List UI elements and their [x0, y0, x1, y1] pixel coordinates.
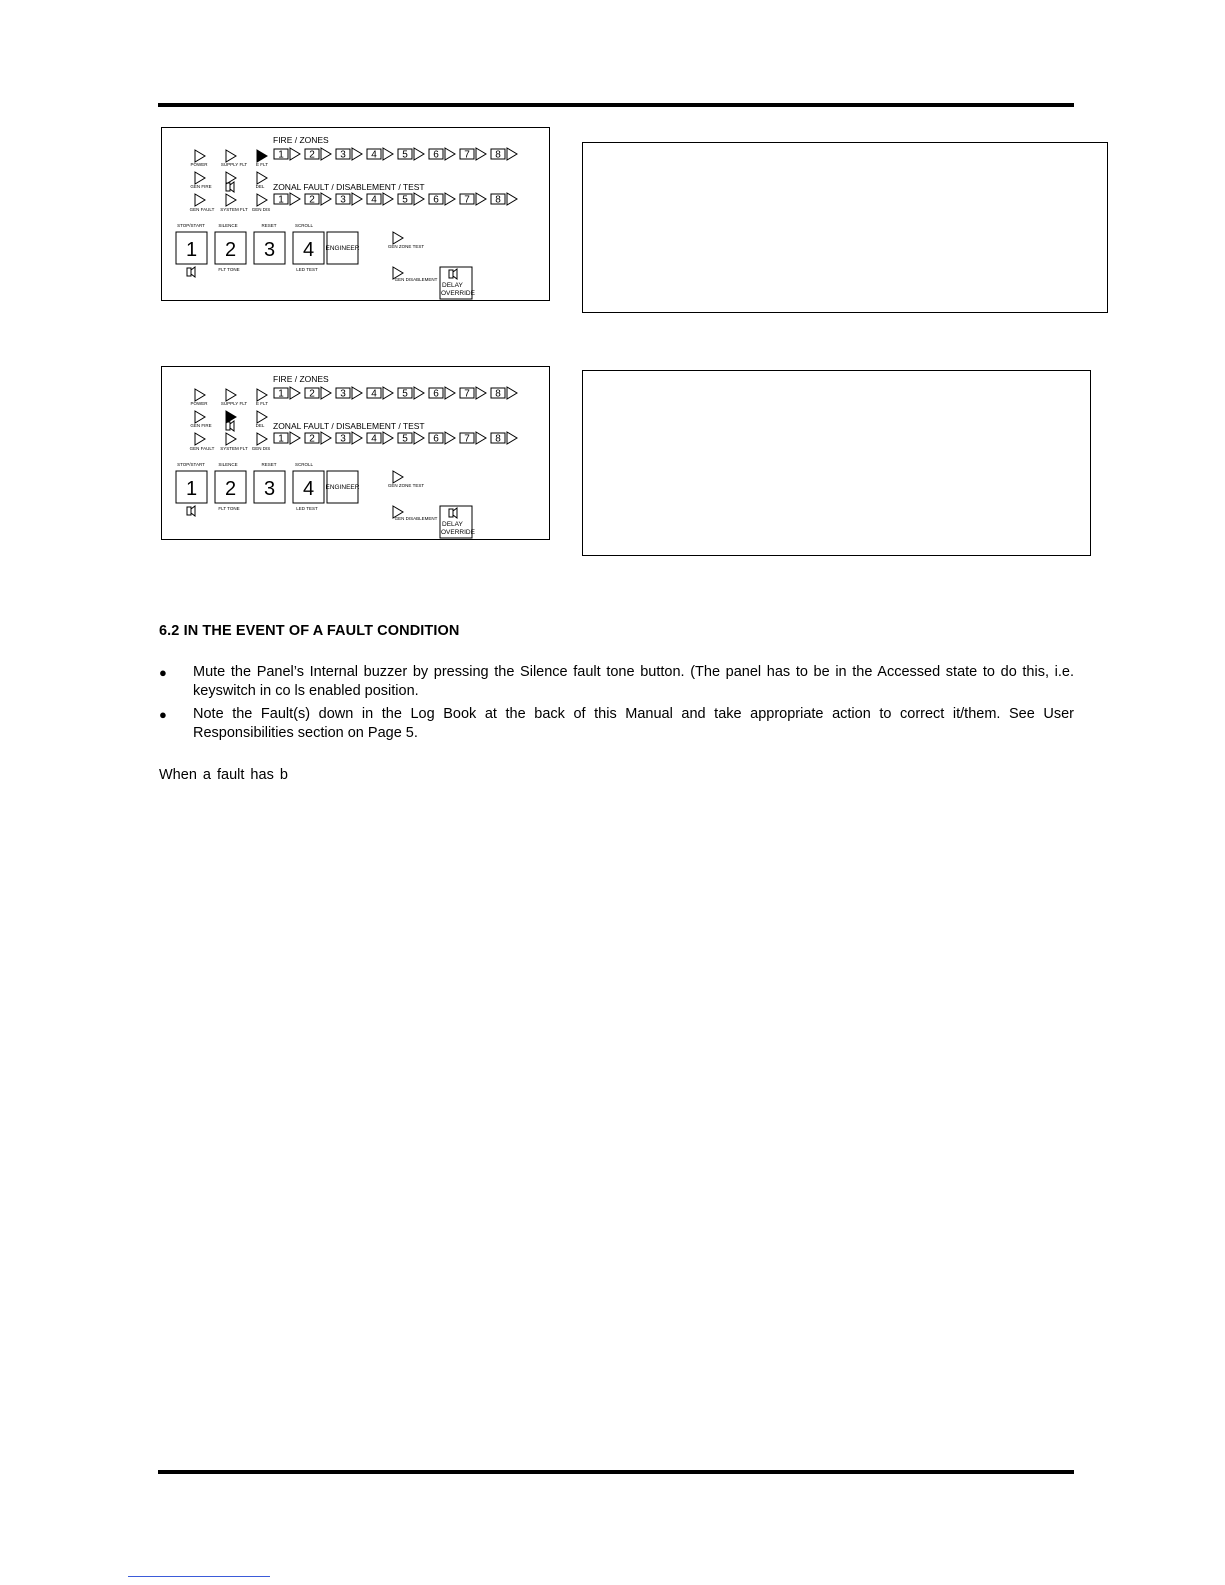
fire-zone-number: 6 [433, 388, 439, 400]
fire-zone-led-icon [290, 148, 300, 160]
key-3-label: 3 [263, 239, 276, 261]
silence-label: SILENCE [218, 462, 238, 467]
system-flt-led-icon [226, 433, 236, 445]
panel-diagram-2 [161, 366, 550, 540]
fire-zone-led-icon [414, 387, 424, 399]
gen-fire-led-icon [195, 172, 205, 184]
fire-zone-led-icon [507, 148, 517, 160]
fire-zone-number: 5 [402, 149, 408, 161]
zonal-zone-number: 6 [433, 433, 439, 445]
zonal-zone-led-icon [352, 193, 362, 205]
gen-dis-led-icon [257, 194, 267, 206]
fire-zone-led-icon [321, 387, 331, 399]
gen-fault-led-icon [195, 433, 205, 445]
key-4-label: 4 [302, 239, 315, 261]
override-label: OVERRIDE [441, 290, 475, 297]
power-led-icon [195, 150, 205, 162]
system-flt-led-icon [226, 194, 236, 206]
gen-zone-test-label: GEN ZONE TEST [387, 483, 425, 488]
description-box-2 [582, 370, 1091, 556]
reset-label: RESET [261, 223, 277, 228]
zonal-zone-number: 4 [371, 433, 377, 445]
gen-fire-led-icon [195, 411, 205, 423]
power-label: POWER [190, 401, 208, 406]
fire-zone-number: 3 [340, 149, 346, 161]
fire-zone-led-icon [352, 148, 362, 160]
zonal-zone-led-icon [445, 193, 455, 205]
bullet-list [159, 663, 1074, 747]
body-paragraph: When a fault has b [159, 767, 288, 783]
gen-dis-led-icon [257, 433, 267, 445]
key-2-label: 2 [224, 478, 237, 500]
power-label: POWER [190, 162, 208, 167]
gen-fire-label: GEN FIRE [190, 423, 212, 428]
gen-dis-label: GEN DIS [251, 446, 271, 451]
led-test-label: LED TEST [296, 506, 318, 511]
fire-zone-led-icon [414, 148, 424, 160]
zonal-zone-number: 7 [464, 194, 470, 206]
fire-zone-led-icon [507, 387, 517, 399]
zonal-zone-number: 2 [309, 433, 315, 445]
fire-zone-number: 8 [495, 149, 501, 161]
fire-zone-number: 2 [309, 388, 315, 400]
supply-flt-led-icon [226, 150, 236, 162]
gen-fire-label: GEN FIRE [190, 184, 212, 189]
fire-zone-number: 8 [495, 388, 501, 400]
footer-link-underline [128, 1576, 270, 1577]
bullet-icon: ● [159, 707, 167, 722]
fire-zone-led-icon [445, 148, 455, 160]
gen-dis-label: GEN DIS [251, 207, 271, 212]
flt-tone-label: FLT TONE [218, 506, 240, 511]
zonal-zone-number: 4 [371, 194, 377, 206]
zonal-zone-number: 1 [278, 433, 284, 445]
zonal-zone-led-icon [414, 193, 424, 205]
supply-flt-label: SUPPLY FLT [220, 401, 248, 406]
fire-zone-number: 7 [464, 388, 470, 400]
fire-zone-led-icon [383, 387, 393, 399]
zonal-zone-number: 3 [340, 433, 346, 445]
key-1-label: 1 [185, 239, 198, 261]
key-1-label: 1 [185, 478, 198, 500]
e-flt-label: E FLT [256, 162, 268, 167]
del-led-icon [257, 172, 267, 184]
zonal-zone-led-icon [321, 193, 331, 205]
override-label: OVERRIDE [441, 529, 475, 536]
fire-zone-number: 1 [278, 149, 284, 161]
bullet-text: Note the Fault(s) down in the Log Book at the back of this Manual and take appropriate action to correct it/them. See User Responsibilities section on Page 5. [193, 706, 1074, 741]
delay-label: DELAY [442, 521, 463, 528]
gen-disablement-label: GEN DISABLEMENT [394, 277, 438, 282]
stop-start-buzzer-icon [187, 267, 195, 277]
system-flt-label: SYSTEM FLT [220, 207, 248, 212]
e-flt-led-icon [257, 389, 267, 401]
zonal-zone-number: 2 [309, 194, 315, 206]
key-4-label: 4 [302, 478, 315, 500]
top-rule [158, 103, 1074, 107]
supply-flt-label: SUPPLY FLT [220, 162, 248, 167]
supply-flt-led-icon [226, 389, 236, 401]
fire-zone-led-icon [321, 148, 331, 160]
zonal-zone-led-icon [383, 193, 393, 205]
bullet-text: Mute the Panel’s Internal buzzer by pressing the Silence fault tone button. (The panel has to be in the Accessed state to do this, i.e. keyswitch in co ls enabled position. [193, 664, 1074, 699]
gen-fault-label: GEN FAULT [189, 207, 215, 212]
system-flt-label: SYSTEM FLT [220, 446, 248, 451]
key-3-label: 3 [263, 478, 276, 500]
scroll-label: SCROLL [294, 223, 314, 228]
power-led-icon [195, 389, 205, 401]
fire-zone-led-icon [476, 148, 486, 160]
zonal-zone-number: 3 [340, 194, 346, 206]
zonal-zone-led-icon [445, 432, 455, 444]
zonal-zone-number: 5 [402, 194, 408, 206]
zonal-zone-number: 8 [495, 194, 501, 206]
reset-label: RESET [261, 462, 277, 467]
fire-zone-led-icon [476, 387, 486, 399]
flt-tone-label: FLT TONE [218, 267, 240, 272]
zonal-zone-led-icon [507, 193, 517, 205]
fire-zone-led-icon [290, 387, 300, 399]
zonal-zone-led-icon [290, 193, 300, 205]
key-2-label: 2 [224, 239, 237, 261]
gen-fault-label: GEN FAULT [189, 446, 215, 451]
zonal-label: ZONAL FAULT / DISABLEMENT / TEST [273, 182, 425, 192]
description-box-1 [582, 142, 1108, 313]
buzzer-icon [226, 182, 234, 192]
silence-label: SILENCE [218, 223, 238, 228]
led-test-label: LED TEST [296, 267, 318, 272]
zonal-zone-led-icon [507, 432, 517, 444]
zonal-zone-number: 8 [495, 433, 501, 445]
stop-start-label: STOP/START [177, 223, 205, 228]
fire-zone-number: 4 [371, 388, 377, 400]
del-led-icon [257, 411, 267, 423]
e-flt-label: E FLT [256, 401, 268, 406]
bottom-rule [158, 1470, 1074, 1474]
fire-zones-label: FIRE / ZONES [273, 135, 329, 145]
zonal-zone-led-icon [476, 193, 486, 205]
zonal-label: ZONAL FAULT / DISABLEMENT / TEST [273, 421, 425, 431]
zonal-zone-number: 1 [278, 194, 284, 206]
zonal-zone-number: 6 [433, 194, 439, 206]
gen-zone-test-label: GEN ZONE TEST [387, 244, 425, 249]
delay-label: DELAY [442, 282, 463, 289]
stop-start-buzzer-icon [187, 506, 195, 516]
section-heading: 6.2 IN THE EVENT OF A FAULT CONDITION [159, 623, 460, 639]
fire-zones-label: FIRE / ZONES [273, 374, 329, 384]
fire-zone-number: 3 [340, 388, 346, 400]
del-label: DEL [255, 184, 265, 189]
panel-diagram-1 [161, 127, 550, 301]
zonal-zone-led-icon [290, 432, 300, 444]
zonal-zone-number: 5 [402, 433, 408, 445]
del-label: DEL [255, 423, 265, 428]
zonal-zone-led-icon [383, 432, 393, 444]
gen-fault-led-icon [195, 194, 205, 206]
fire-zone-number: 5 [402, 388, 408, 400]
zonal-zone-number: 7 [464, 433, 470, 445]
gen-disablement-label: GEN DISABLEMENT [394, 516, 438, 521]
panel-svg-2 [162, 367, 551, 541]
bullet-icon: ● [159, 665, 167, 680]
fire-zone-number: 6 [433, 149, 439, 161]
gen-zone-test-led-icon [393, 232, 403, 244]
list-item [159, 663, 1074, 701]
zonal-zone-led-icon [352, 432, 362, 444]
gen-zone-test-led-icon [393, 471, 403, 483]
fire-zone-led-icon [352, 387, 362, 399]
engineer-label: ENGINEER [325, 245, 360, 252]
fire-zone-led-icon [445, 387, 455, 399]
zonal-zone-led-icon [414, 432, 424, 444]
list-item [159, 705, 1074, 743]
buzzer-icon [226, 421, 234, 431]
engineer-label: ENGINEER [325, 484, 360, 491]
scroll-label: SCROLL [294, 462, 314, 467]
zonal-zone-led-icon [476, 432, 486, 444]
stop-start-label: STOP/START [177, 462, 205, 467]
fire-zone-number: 4 [371, 149, 377, 161]
panel-svg-1 [162, 128, 551, 302]
zonal-zone-led-icon [321, 432, 331, 444]
e-flt-led-icon [257, 150, 267, 162]
fire-zone-number: 7 [464, 149, 470, 161]
fire-zone-led-icon [383, 148, 393, 160]
fire-zone-number: 1 [278, 388, 284, 400]
fire-zone-number: 2 [309, 149, 315, 161]
